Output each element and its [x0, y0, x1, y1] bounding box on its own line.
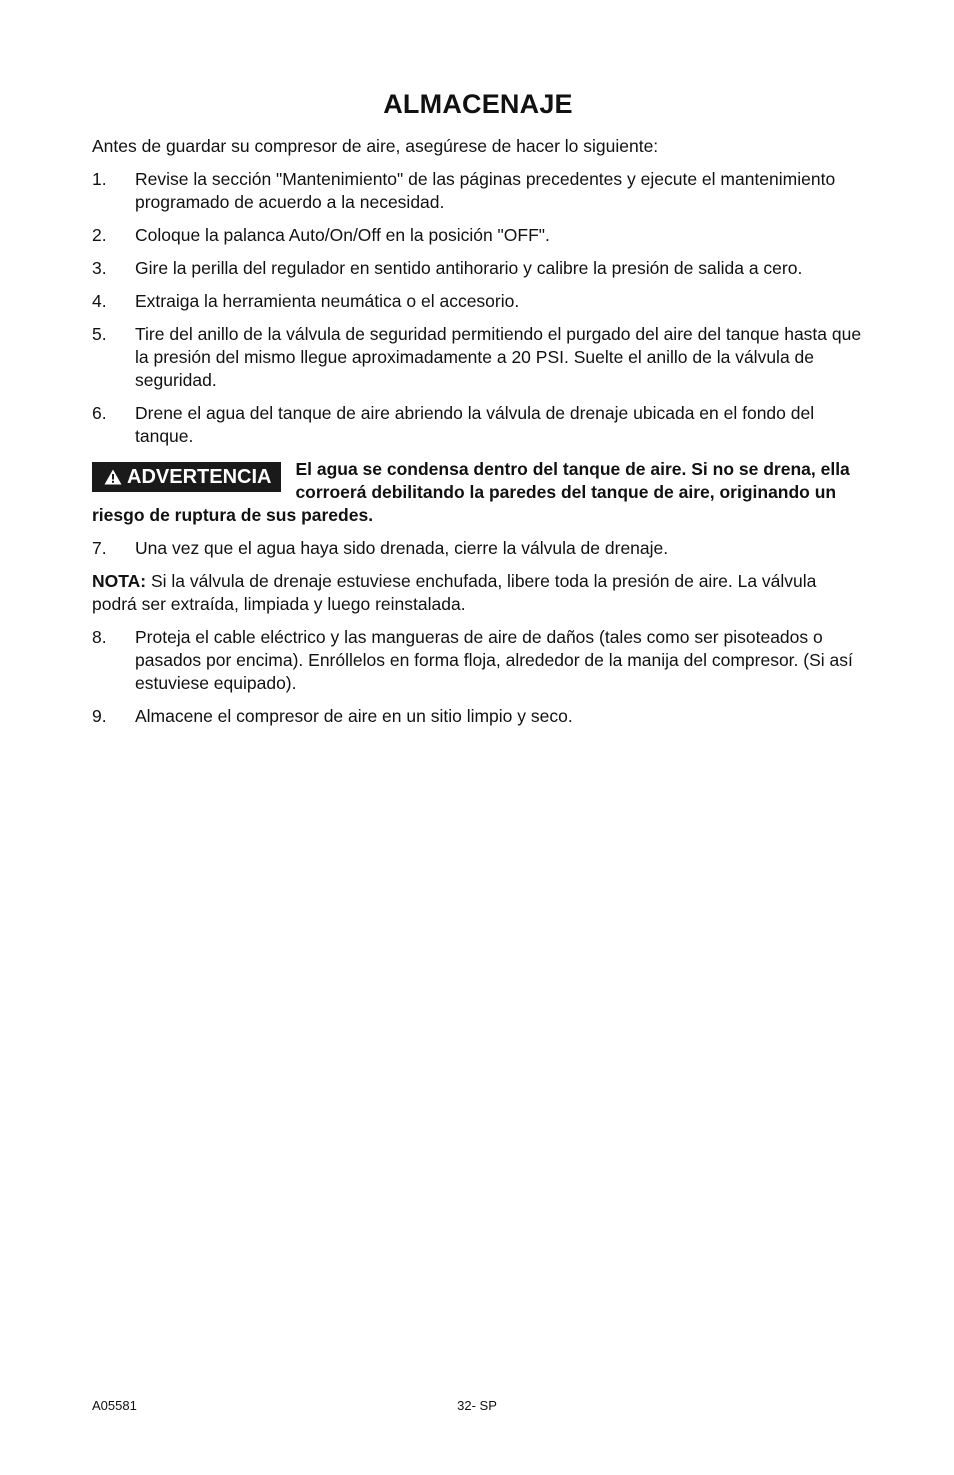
- step-text: Drene el agua del tanque de aire abriendo la válvula de drenaje ubicada en el fondo del tanque.: [135, 403, 815, 446]
- document-code: A05581: [92, 1398, 137, 1413]
- step-number: 4.: [92, 291, 107, 311]
- step-text: Una vez que el agua haya sido drenada, cierre la válvula de drenaje.: [135, 538, 669, 558]
- step-number: 9.: [92, 706, 107, 726]
- page-number: 32- SP: [457, 1398, 497, 1413]
- list-item: [92, 257, 864, 280]
- step-text: Almacene el compresor de aire en un sitio limpio y seco.: [135, 706, 573, 726]
- step-number: 7.: [92, 538, 107, 558]
- step-text: Proteja el cable eléctrico y las mangueras de aire de daños (tales como ser pisoteados o pasados por encima). Enróllelos en forma floja, alrededor de la manija del compresor. (Si así estuviese equipado).: [135, 627, 853, 693]
- step-number: 6.: [92, 403, 107, 423]
- step-text: Coloque la palanca Auto/On/Off en la posición "OFF".: [135, 225, 550, 245]
- list-item: [92, 290, 864, 313]
- page-title: ALMACENAJE: [383, 89, 573, 119]
- warning-text: El agua se condensa dentro del tanque de aire. Si no se drena, ella corroerá debilitando la paredes del tanque de aire, originando un riesgo de ruptura de sus paredes.: [92, 459, 850, 525]
- warning-block: [92, 458, 864, 527]
- list-item: [92, 402, 864, 448]
- step-number: 2.: [92, 225, 107, 245]
- list-item: [92, 224, 864, 247]
- note-label: NOTA:: [92, 571, 147, 591]
- note-text: Si la válvula de drenaje estuviese enchufada, libere toda la presión de aire. La válvula podrá ser extraída, limpiada y luego reinstalada.: [92, 571, 817, 614]
- step-number: 5.: [92, 324, 107, 344]
- intro-text: Antes de guardar su compresor de aire, asegúrese de hacer lo siguiente:: [92, 136, 659, 156]
- step-number: 3.: [92, 258, 107, 278]
- note-paragraph: [92, 570, 864, 616]
- step-text: Revise la sección "Mantenimiento" de las páginas precedentes y ejecute el mantenimiento programado de acuerdo a la necesidad.: [135, 169, 836, 212]
- list-item: [92, 626, 864, 695]
- warning-triangle-icon: [104, 469, 122, 485]
- list-item: [92, 168, 864, 214]
- list-item: [92, 323, 864, 392]
- step-text: Tire del anillo de la válvula de seguridad permitiendo el purgado del aire del tanque hasta que la presión del mismo llegue aproximadamente a 20 PSI. Suelte el anillo de la válvula de seguridad.: [135, 324, 862, 390]
- step-text: Gire la perilla del regulador en sentido antihorario y calibre la presión de salida a cero.: [135, 258, 803, 278]
- list-item: [92, 537, 864, 560]
- step-text: Extraiga la herramienta neumática o el accesorio.: [135, 291, 520, 311]
- warning-badge: [92, 462, 281, 492]
- step-number: 8.: [92, 627, 107, 647]
- warning-label: ADVERTENCIA: [127, 466, 272, 488]
- list-item: [92, 705, 864, 728]
- storage-steps: [92, 168, 864, 738]
- step-number: 1.: [92, 169, 107, 189]
